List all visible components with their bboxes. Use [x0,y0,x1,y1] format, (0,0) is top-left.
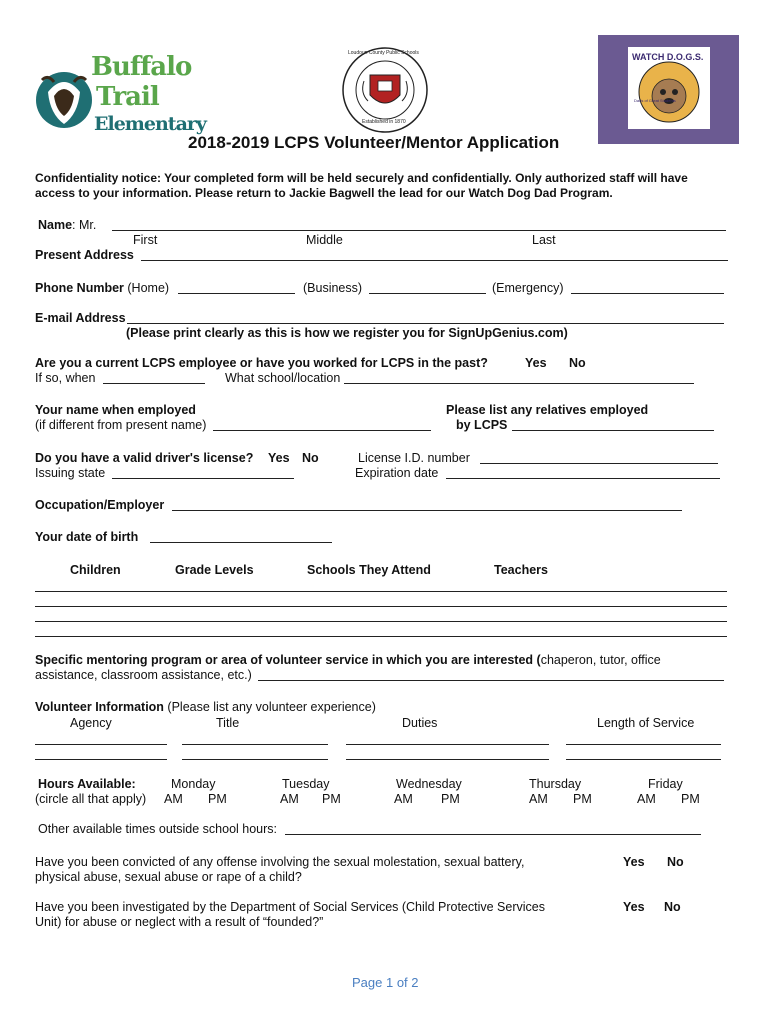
mentoring-hint1: chaperon, tutor, office [540,653,661,667]
mentoring-hint2: assistance, classroom assistance, etc.) [35,668,252,682]
name-label: Name [38,218,73,232]
expiration-date-field[interactable] [446,478,720,479]
relatives-label: Please list any relatives employed [446,403,649,417]
logo-text-buffalo: Buffalo [91,52,192,82]
children-row-1[interactable] [35,591,727,592]
tuesday-pm[interactable]: PM [322,792,341,806]
volunteer-info-label: Volunteer Information [35,700,164,714]
day-tuesday: Tuesday [282,777,330,791]
name-last-caption: Last [532,233,556,247]
wednesday-am[interactable]: AM [394,792,413,806]
email-label: E-mail Address [35,311,126,325]
occupation-label: Occupation/Employer [35,498,165,512]
monday-am[interactable]: AM [164,792,183,806]
mentoring-line1 [35,653,661,667]
email-field[interactable] [127,323,724,324]
watch-dogs-subtext: Dads of Great Students [634,98,676,103]
lcps-employee-question: Are you a current LCPS employee or have you worked for LCPS in the past? [35,356,488,370]
dob-label: Your date of birth [35,530,139,544]
hours-label: Hours Available: [38,777,136,791]
logo-text-trail: Trail [96,82,159,112]
convicted-yes[interactable]: Yes [623,855,645,869]
children-header-grade: Grade Levels [175,563,254,577]
phone-home-field[interactable] [178,293,295,294]
phone-emergency-label: (Emergency) [492,281,564,295]
phone-business-field[interactable] [369,293,486,294]
issuing-state-field[interactable] [112,478,294,479]
seal-top-text: Loudoun County Public Schools [348,50,419,56]
confidentiality-notice-line2: access to your information. Please return to Jackie Bagwell the lead for our Watch Dog Dad Program. [35,186,613,200]
expiration-date-label: Expiration date [355,466,439,480]
thursday-pm[interactable]: PM [573,792,592,806]
investigated-line2: Unit) for abuse or neglect with a result of “founded?” [35,915,324,929]
investigated-line1: Have you been investigated by the Department of Social Services (Child Protective Services [35,900,545,914]
volunteer-length-field-2[interactable] [566,759,721,760]
other-times-field[interactable] [285,834,701,835]
phone-emergency-field[interactable] [571,293,724,294]
tuesday-am[interactable]: AM [280,792,299,806]
other-times-label: Other available times outside school hours: [38,822,278,836]
day-wednesday: Wednesday [396,777,462,791]
license-no[interactable]: No [302,451,319,465]
lcps-employee-yes[interactable]: Yes [525,356,547,370]
dob-field[interactable] [150,542,332,543]
relatives-sub: by LCPS [456,418,508,432]
convicted-line1: Have you been convicted of any offense involving the sexual molestation, sexual battery, [35,855,525,869]
children-row-3[interactable] [35,621,727,622]
volunteer-agency-field-1[interactable] [35,744,167,745]
seal-bottom-text: Established in 1870 [362,119,406,125]
phone-business-label: (Business) [303,281,363,295]
volunteer-header-title: Title [216,716,240,730]
confidentiality-notice-line1: Confidentiality notice: Your completed form will be held securely and confidentially. Only authorized staff will have [35,171,688,185]
volunteer-duties-field-2[interactable] [346,759,549,760]
license-id-field[interactable] [480,463,718,464]
watch-dogs-text: WATCH D.O.G.S. [632,52,704,62]
email-note: (Please print clearly as this is how we register you for SignUpGenius.com) [126,326,568,340]
present-address-label: Present Address [35,248,134,262]
day-monday: Monday [171,777,216,791]
phone-home-label: (Home) [127,281,170,295]
lcps-if-so-label: If so, when [35,371,96,385]
volunteer-header-agency: Agency [70,716,112,730]
employed-name-sub: (if different from present name) [35,418,207,432]
lcps-school-location-label: What school/location [225,371,341,385]
logo-text-elementary: Elementary [94,113,206,135]
volunteer-length-field-1[interactable] [566,744,721,745]
volunteer-agency-field-2[interactable] [35,759,167,760]
friday-pm[interactable]: PM [681,792,700,806]
name-label-row [38,218,96,232]
name-first-caption: First [133,233,158,247]
lcps-when-field[interactable] [103,383,205,384]
convicted-line2: physical abuse, sexual abuse or rape of a child? [35,870,302,884]
license-question: Do you have a valid driver's license? [35,451,254,465]
volunteer-info-row [35,700,376,714]
hours-sub: (circle all that apply) [35,792,147,806]
children-header-teachers: Teachers [494,563,548,577]
monday-pm[interactable]: PM [208,792,227,806]
mentoring-field[interactable] [258,680,724,681]
license-id-label: License I.D. number [358,451,470,465]
lcps-employee-no[interactable]: No [569,356,586,370]
occupation-field[interactable] [172,510,682,511]
volunteer-info-hint: (Please list any volunteer experience) [167,700,376,714]
name-field[interactable] [112,230,726,231]
day-friday: Friday [648,777,683,791]
day-thursday: Thursday [529,777,582,791]
investigated-yes[interactable]: Yes [623,900,645,914]
issuing-state-label: Issuing state [35,466,106,480]
phone-label: Phone Number [35,281,124,295]
employed-name-label: Your name when employed [35,403,196,417]
license-yes[interactable]: Yes [268,451,290,465]
volunteer-duties-field-1[interactable] [346,744,549,745]
lcps-school-location-field[interactable] [344,383,694,384]
volunteer-title-field-1[interactable] [182,744,328,745]
employed-name-field[interactable] [213,430,431,431]
convicted-no[interactable]: No [667,855,684,869]
thursday-am[interactable]: AM [529,792,548,806]
phone-row [35,281,169,295]
children-header-children: Children [70,563,121,577]
children-row-4[interactable] [35,636,727,637]
wednesday-pm[interactable]: PM [441,792,460,806]
mentoring-label: Specific mentoring program or area of volunteer service in which you are interested ( [35,653,541,667]
name-prefix: : Mr. [72,218,97,232]
volunteer-header-length: Length of Service [597,716,695,730]
investigated-no[interactable]: No [664,900,681,914]
volunteer-header-duties: Duties [402,716,438,730]
name-middle-caption: Middle [306,233,343,247]
present-address-field[interactable] [141,260,728,261]
page-number: Page 1 of 2 [352,975,419,990]
friday-am[interactable]: AM [637,792,656,806]
children-header-schools: Schools They Attend [307,563,431,577]
volunteer-title-field-2[interactable] [182,759,328,760]
relatives-field[interactable] [512,430,714,431]
page-title: 2018-2019 LCPS Volunteer/Mentor Application [188,133,560,152]
children-row-2[interactable] [35,606,727,607]
